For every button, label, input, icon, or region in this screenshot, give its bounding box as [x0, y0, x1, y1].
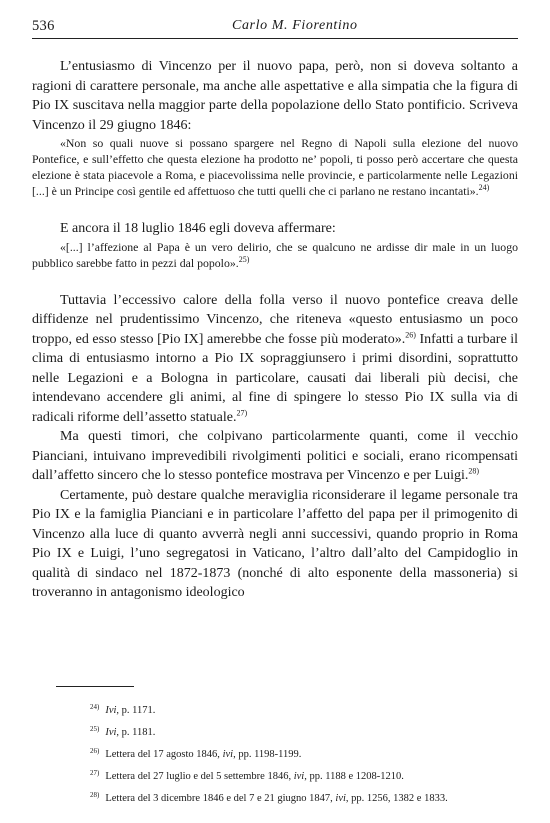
running-head: Carlo M. Fiorentino — [232, 18, 358, 33]
paragraph-4: Ma questi timori, che colpivano particolarmente quanti, come il vecchio Pianciani, intuivano imprevedibili rivolgimenti politici e sociali, erano ricompensati dall’affetto sincero che lo stesso pontefice mostrava per Vincenzo e per Luigi.$^{28)}$ — [32, 429, 518, 483]
paragraph-3: Tuttavia l’eccessivo calore della folla verso il nuovo pontefice creava delle diffidenze nel prudentissimo Vincenzo, che riteneva «questo entusiasmo un poco troppo, ed esso stesso [Pio IX] amerebbe che fosse più moderato».$^{26)}$ Infatti a turbare il clima di entusiasmo intorno a Pio IX sopraggiunsero i primi disordini, soprattutto nelle Legazioni e a Bologna in particolare, causati dai liberali più decisi, che intendevano accendere gli animi, al fine di spingere lo stesso Pio IX sulla via di radicali riforme dell’assetto statuale.$^{27)}$ — [32, 292, 519, 425]
footnote-separator — [56, 686, 134, 687]
paragraph-1: L’entusiasmo di Vincenzo per il nuovo papa, però, non si doveva soltanto a ragioni di carattere personale, ma anche alle aspettative e alla simpatia che la figura di Pio IX suscitava nella maggior parte della popolazione dello Stato pontificio. Scriveva Vincenzo il 29 giugno 1846: — [32, 59, 518, 133]
footnote-26: $^{26)}$ Lettera del 17 agosto 1846, ivi, pp. 1198-1199. — [90, 746, 302, 760]
footnote-ref-28: 28) — [468, 466, 480, 476]
footnote-ref-26: 26) — [405, 329, 416, 339]
footnote-28: $^{28)}$ Lettera del 3 dicembre 1846 e del 7 e 21 giugno 1847, ivi, pp. 1256, 1382 e 1833. — [90, 790, 448, 804]
footnote-27: $^{27)}$ Lettera del 27 luglio e del 5 settembre 1846, ivi, pp. 1188 e 1208-1210. — [90, 768, 404, 782]
paragraph-2: E ancora il 18 luglio 1846 egli doveva affermare: — [60, 221, 336, 236]
footnote-ref-24: 24) — [478, 183, 490, 193]
paragraph-5: Certamente, può destare qualche meraviglia riconsiderare il legame personale tra Pio IX e la famiglia Pianciani e in particolare l’affetto del papa per il primogenito di Vincenzo alla luce di quanto avverrà negli anni successivi, quando proprio in Roma Pio IX e Luigi, l’uno segregatosi in Vaticano, l’altro dall’alto del Campidoglio in qualità di sindaco nel 1872-1873 (nonché di alto esponente della massoneria) si troveranno in antagonismo ideologico — [32, 487, 518, 600]
block-quote-1: «Non so quali nuove si possano spargere nel Regno di Napoli sulla elezione del nuovo Pontefice, e sull’effetto che questa elezione ha prodotto ne’ popoli, ti posso però accertare che questa elezione è stata piacevole a Roma, e piacevolissima nelle provincie, e particolarmente nelle Legazioni [...] è un Principe così gentile ed affettuoso che tutti quelli che ci parlano ne restano incantati».$^{24)}$ — [32, 136, 518, 198]
page-number: 536 — [32, 18, 55, 34]
footnote-24: $^{24)}$ Ivi, p. 1171. — [90, 702, 156, 716]
footnotes — [90, 700, 520, 810]
footnote-ref-27: 27) — [236, 407, 248, 417]
body-text — [32, 57, 518, 603]
block-quote-2: «[...] l’affezione al Papa è un vero delirio, che se qualcuno ne ardisse dir male in un luogo pubblico sarebbe fatto in pezzi dal popolo».$^{25)}$ — [32, 239, 518, 270]
footnote-25: $^{25)}$ Ivi, p. 1181. — [90, 724, 156, 738]
page-header — [32, 18, 518, 39]
footnote-ref-25: 25) — [238, 254, 250, 264]
